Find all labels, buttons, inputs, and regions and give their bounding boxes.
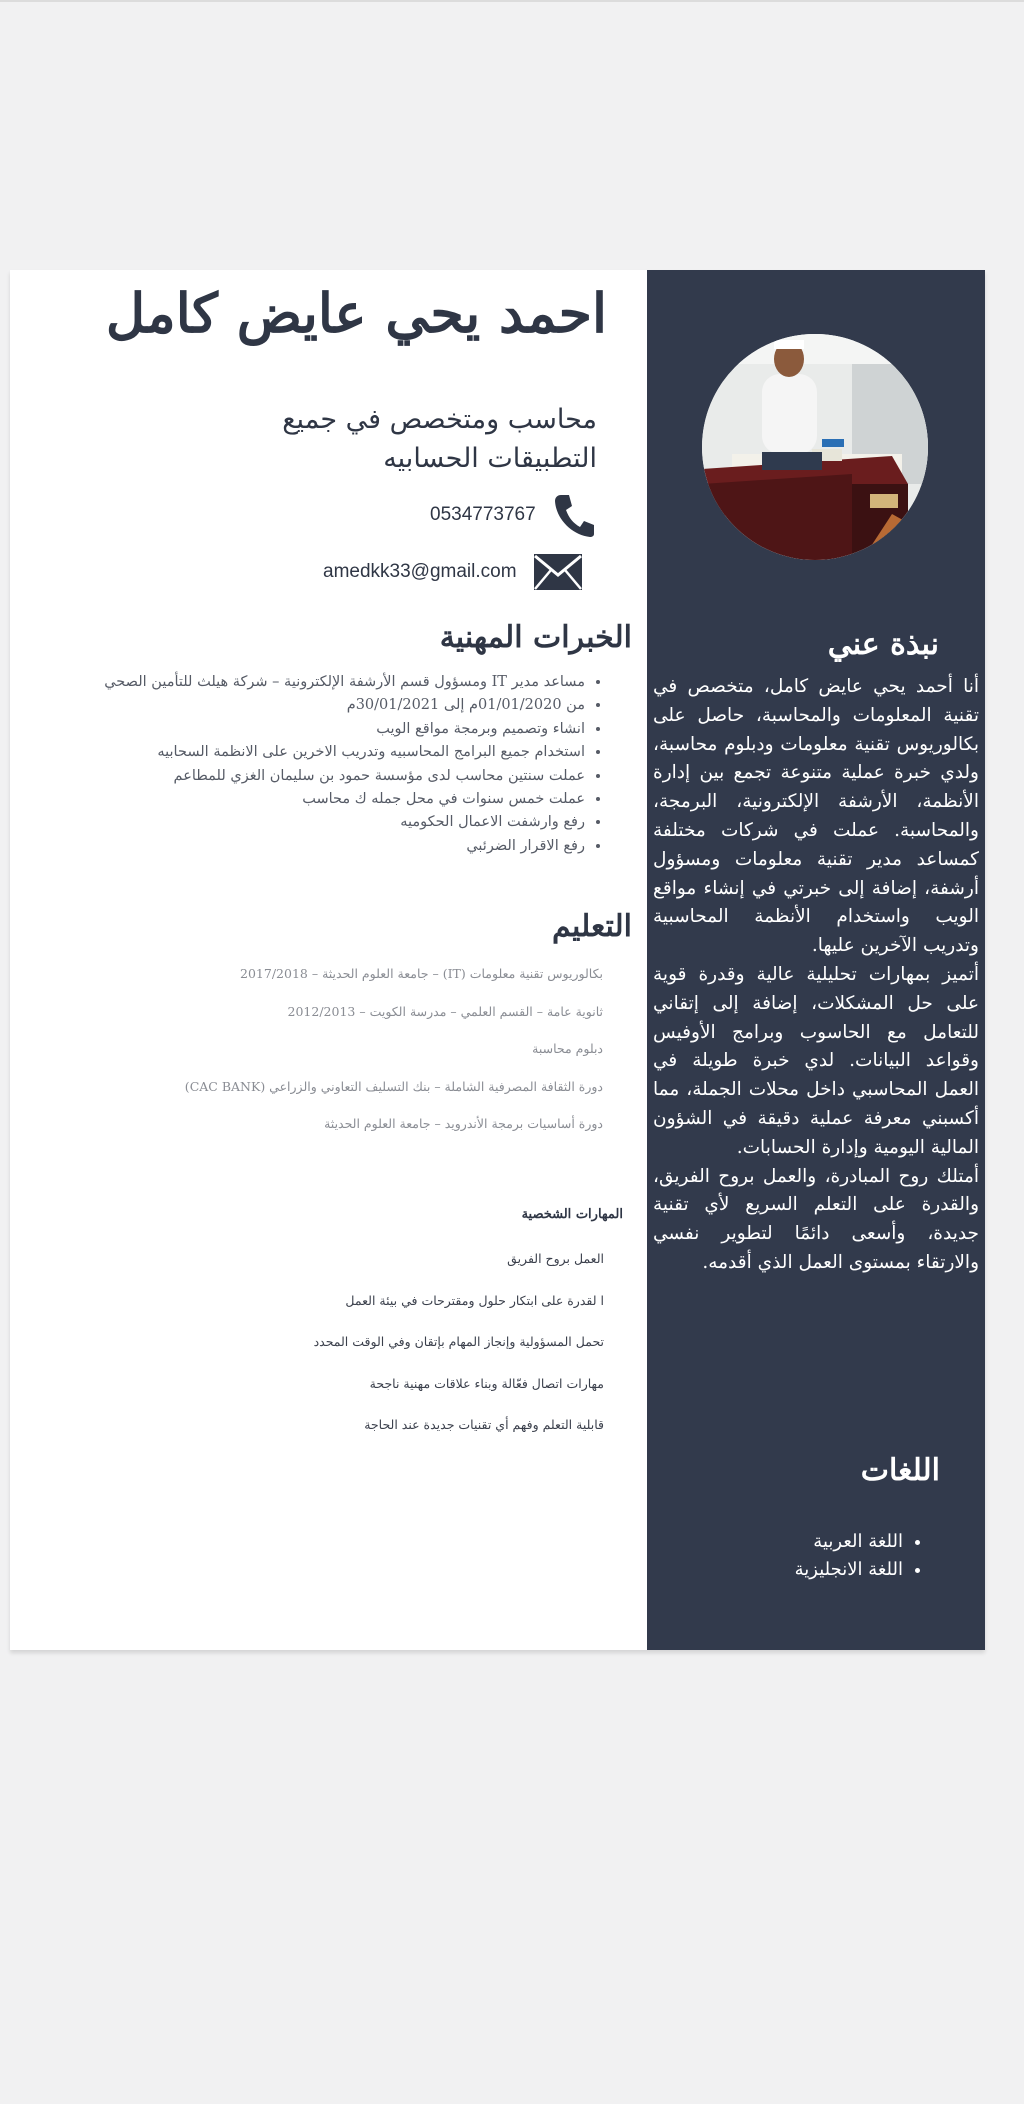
phone-number[interactable]: 0534773767: [430, 504, 536, 525]
education-title: التعليم: [552, 909, 632, 944]
about-paragraph: أتميز بمهارات تحليلية عالية وقدرة قوية على حل المشكلات، إضافة إلى إتقاني للتعامل مع الحاسوب وبرامج الأوفيس وقواعد البيانات. لدي خبرة طويلة في العمل المحاسبي داخل محلات الجملة، مما أكسبني معرفة عملية دقيقة في الشؤون المالية اليومية وإدارة الحسابات.: [653, 963, 979, 1158]
email-contact[interactable]: [323, 553, 583, 591]
skills-title: المهارات الشخصية: [521, 1207, 623, 1222]
envelope-icon: [533, 553, 583, 591]
about-text: [653, 673, 979, 1278]
skill-item: تحمل المسؤولية وإنجاز المهام بإتقان وفي الوقت المحدد: [313, 1334, 604, 1349]
office-photo-illustration: [702, 334, 928, 560]
education-item: بكالوريوس تقنية معلومات (IT) – جامعة العلوم الحديثة – 2017/2018: [240, 966, 603, 981]
experience-item: • استخدام جميع البرامج المحاسبيه وتدريب الاخرين على الانظمة السحابيه: [104, 741, 585, 764]
experience-item: • رفع الاقرار الضرئبي: [104, 835, 585, 858]
language-item: • اللغة العربية: [795, 1528, 903, 1556]
languages-list: [795, 1528, 925, 1584]
person-name: احمد يحي عايض كامل: [105, 281, 607, 345]
education-item: دورة الثقافة المصرفية الشاملة – بنك التسليف التعاوني والزراعي (CAC BANK): [184, 1078, 603, 1094]
skill-item: مهارات اتصال فعّالة وبناء علاقات مهنية ناجحة: [369, 1375, 604, 1391]
skill-item: العمل بروح الفريق: [507, 1251, 604, 1266]
email-address[interactable]: amedkk33@gmail.com: [323, 561, 517, 582]
education-item: ثانوية عامة – القسم العلمي – مدرسة الكويت – 2012/2013: [287, 1003, 603, 1019]
main-column: [10, 270, 647, 1650]
phone-contact[interactable]: [430, 492, 596, 538]
about-paragraph: أمتلك روح المبادرة، والعمل بروح الفريق، والقدرة على التعلم السريع لأي تقنية جديدة، وأسعى دائمًا لتطوير نفسي والارتقاء بمستوى العمل الذي أقدمه.: [653, 1165, 979, 1273]
sidebar: [647, 270, 985, 1650]
about-paragraph: أنا أحمد يحي عايض كامل، متخصص في تقنية المعلومات والمحاسبة، حاصل على بكالوريوس تقنية معلومات ودبلوم محاسبة، ولدي خبرة عملية متنوعة تجمع بين إدارة الأنظمة، الأرشفة الإلكترونية، البرمجة، والمحاسبة. عملت في شركات مختلفة كمساعد مدير تقنية معلومات ومسؤول أرشفة، إضافة إلى خبرتي في إنشاء مواقع الويب واستخدام الأنظمة المحاسبية وتدريب الآخرين عليها.: [653, 676, 979, 957]
language-item: • اللغة الانجليزية: [795, 1556, 903, 1584]
languages-title: اللغات: [860, 1453, 940, 1488]
experience-item: • مساعد مدير IT ومسؤول قسم الأرشفة الإلكترونية – شركة هيلث للتأمين الصحي: [104, 671, 585, 694]
experience-item: • رفع وارشفت الاعمال الحكوميه: [104, 811, 585, 834]
experience-item: • عملت سنتين محاسب لدى مؤسسة حمود بن سليمان الغزي للمطاعم: [104, 765, 585, 788]
profile-photo: [702, 334, 928, 560]
experience-item: • انشاء وتصميم وبرمجة مواقع الويب: [104, 718, 585, 741]
cv-page: [10, 270, 985, 1650]
skills-list: [314, 1249, 604, 1457]
experience-item: • عملت خمس سنوات في محل جمله ك محاسب: [104, 788, 585, 811]
experience-list: [104, 671, 605, 858]
job-subtitle: محاسب ومتخصص في جميع التطبيقات الحسابيه: [282, 404, 597, 474]
education-list: [185, 964, 603, 1152]
skill-item: قابلية التعلم وفهم أي تقنيات جديدة عند الحاجة: [364, 1417, 604, 1432]
about-title: نبذة عني: [827, 627, 939, 662]
phone-icon: [552, 492, 596, 538]
skill-item: ا لقدرة على ابتكار حلول ومقترحات في بيئة العمل: [345, 1292, 604, 1308]
experience-title: الخبرات المهنية: [439, 620, 632, 655]
experience-item: • من 01/01/2020م إلى 30/01/2021م: [104, 694, 585, 717]
education-item: دورة أساسيات برمجة الأندرويد – جامعة العلوم الحديثة: [324, 1116, 603, 1131]
top-divider: [0, 0, 1024, 2]
education-item: دبلوم محاسبة: [532, 1041, 603, 1056]
